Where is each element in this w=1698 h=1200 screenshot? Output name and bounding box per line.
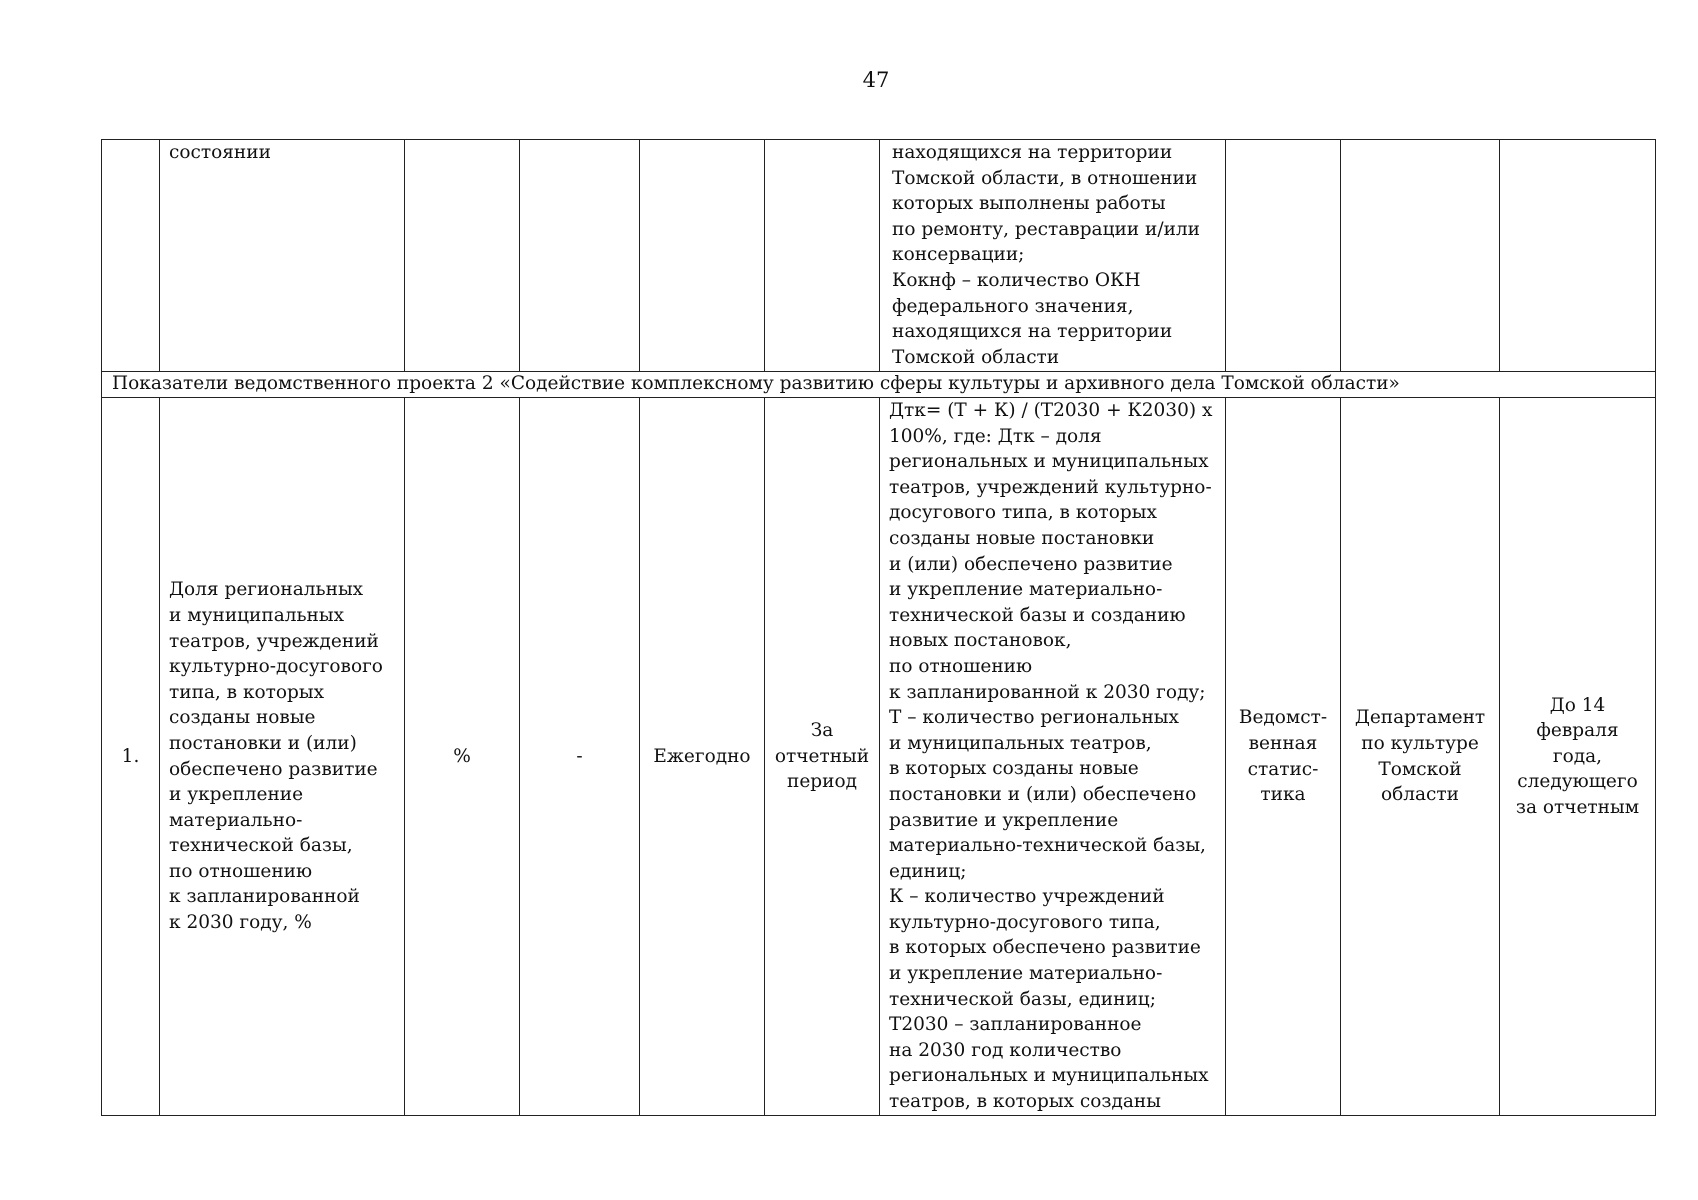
cell-deadline: До 14 февраля года, следующего за отчетным xyxy=(1500,398,1656,1116)
cell-source: Ведомст- венная статис- тика xyxy=(1226,398,1341,1116)
cell-indicator-name: Доля региональных и муниципальных театров, учреждений культурно-досугового типа, в которых созданы новые постановки и (или) обеспечено развитие и укрепление материально- технической базы, по отношению к запланированной к 2030 году, % xyxy=(160,398,405,1116)
cell-period: За отчетный период xyxy=(765,398,880,1116)
section-header: Показатели ведомственного проекта 2 «Содействие комплексному развитию сферы культуры и архивного дела Томской области» xyxy=(102,372,1656,398)
table-row xyxy=(102,398,1656,1116)
page-number: 47 xyxy=(862,68,890,92)
cell-indicator-name: состоянии xyxy=(160,140,405,372)
cell-unit: % xyxy=(405,398,520,1116)
cell-responsible xyxy=(1341,140,1500,372)
cell-frequency: Ежегодно xyxy=(640,398,765,1116)
cell-unit xyxy=(405,140,520,372)
cell-formula: Дтк= (Т + К) / (Т2030 + К2030) х 100%, где: Дтк – доля региональных и муниципальных театров, учреждений культурно- досугового типа, в которых созданы новые постановки и (или) обеспечено развитие и укрепление материально- технической базы и созданию новых постановок, по отношению к запланированной к 2030 году; Т – количество региональных и муниципальных театров, в которых созданы новые постановки и (или) обеспечено развитие и укрепление материально-технической базы, единиц; К – количество учреждений культурно-досугового типа, в которых обеспечено развитие и укрепление материально- технической базы, единиц; Т2030 – запланированное на 2030 год количество региональных и муниципальных театров, в которых созданы xyxy=(880,398,1226,1116)
cell-dash: - xyxy=(520,398,640,1116)
section-header-row xyxy=(102,372,1656,398)
cell-deadline xyxy=(1500,140,1656,372)
cell-frequency xyxy=(640,140,765,372)
cell-period xyxy=(765,140,880,372)
cell-responsible: Департамент по культуре Томской области xyxy=(1341,398,1500,1116)
cell-dash xyxy=(520,140,640,372)
indicators-table xyxy=(101,139,1656,1116)
cell-number xyxy=(102,140,160,372)
cell-formula: находящихся на территории Томской области, в отношении которых выполнены работы по ремонту, реставрации и/или консервации; Кокнф – количество ОКН федерального значения, находящихся на территории Томской области xyxy=(880,140,1226,372)
cell-source xyxy=(1226,140,1341,372)
table-row-continued xyxy=(102,140,1656,372)
cell-number: 1. xyxy=(102,398,160,1116)
